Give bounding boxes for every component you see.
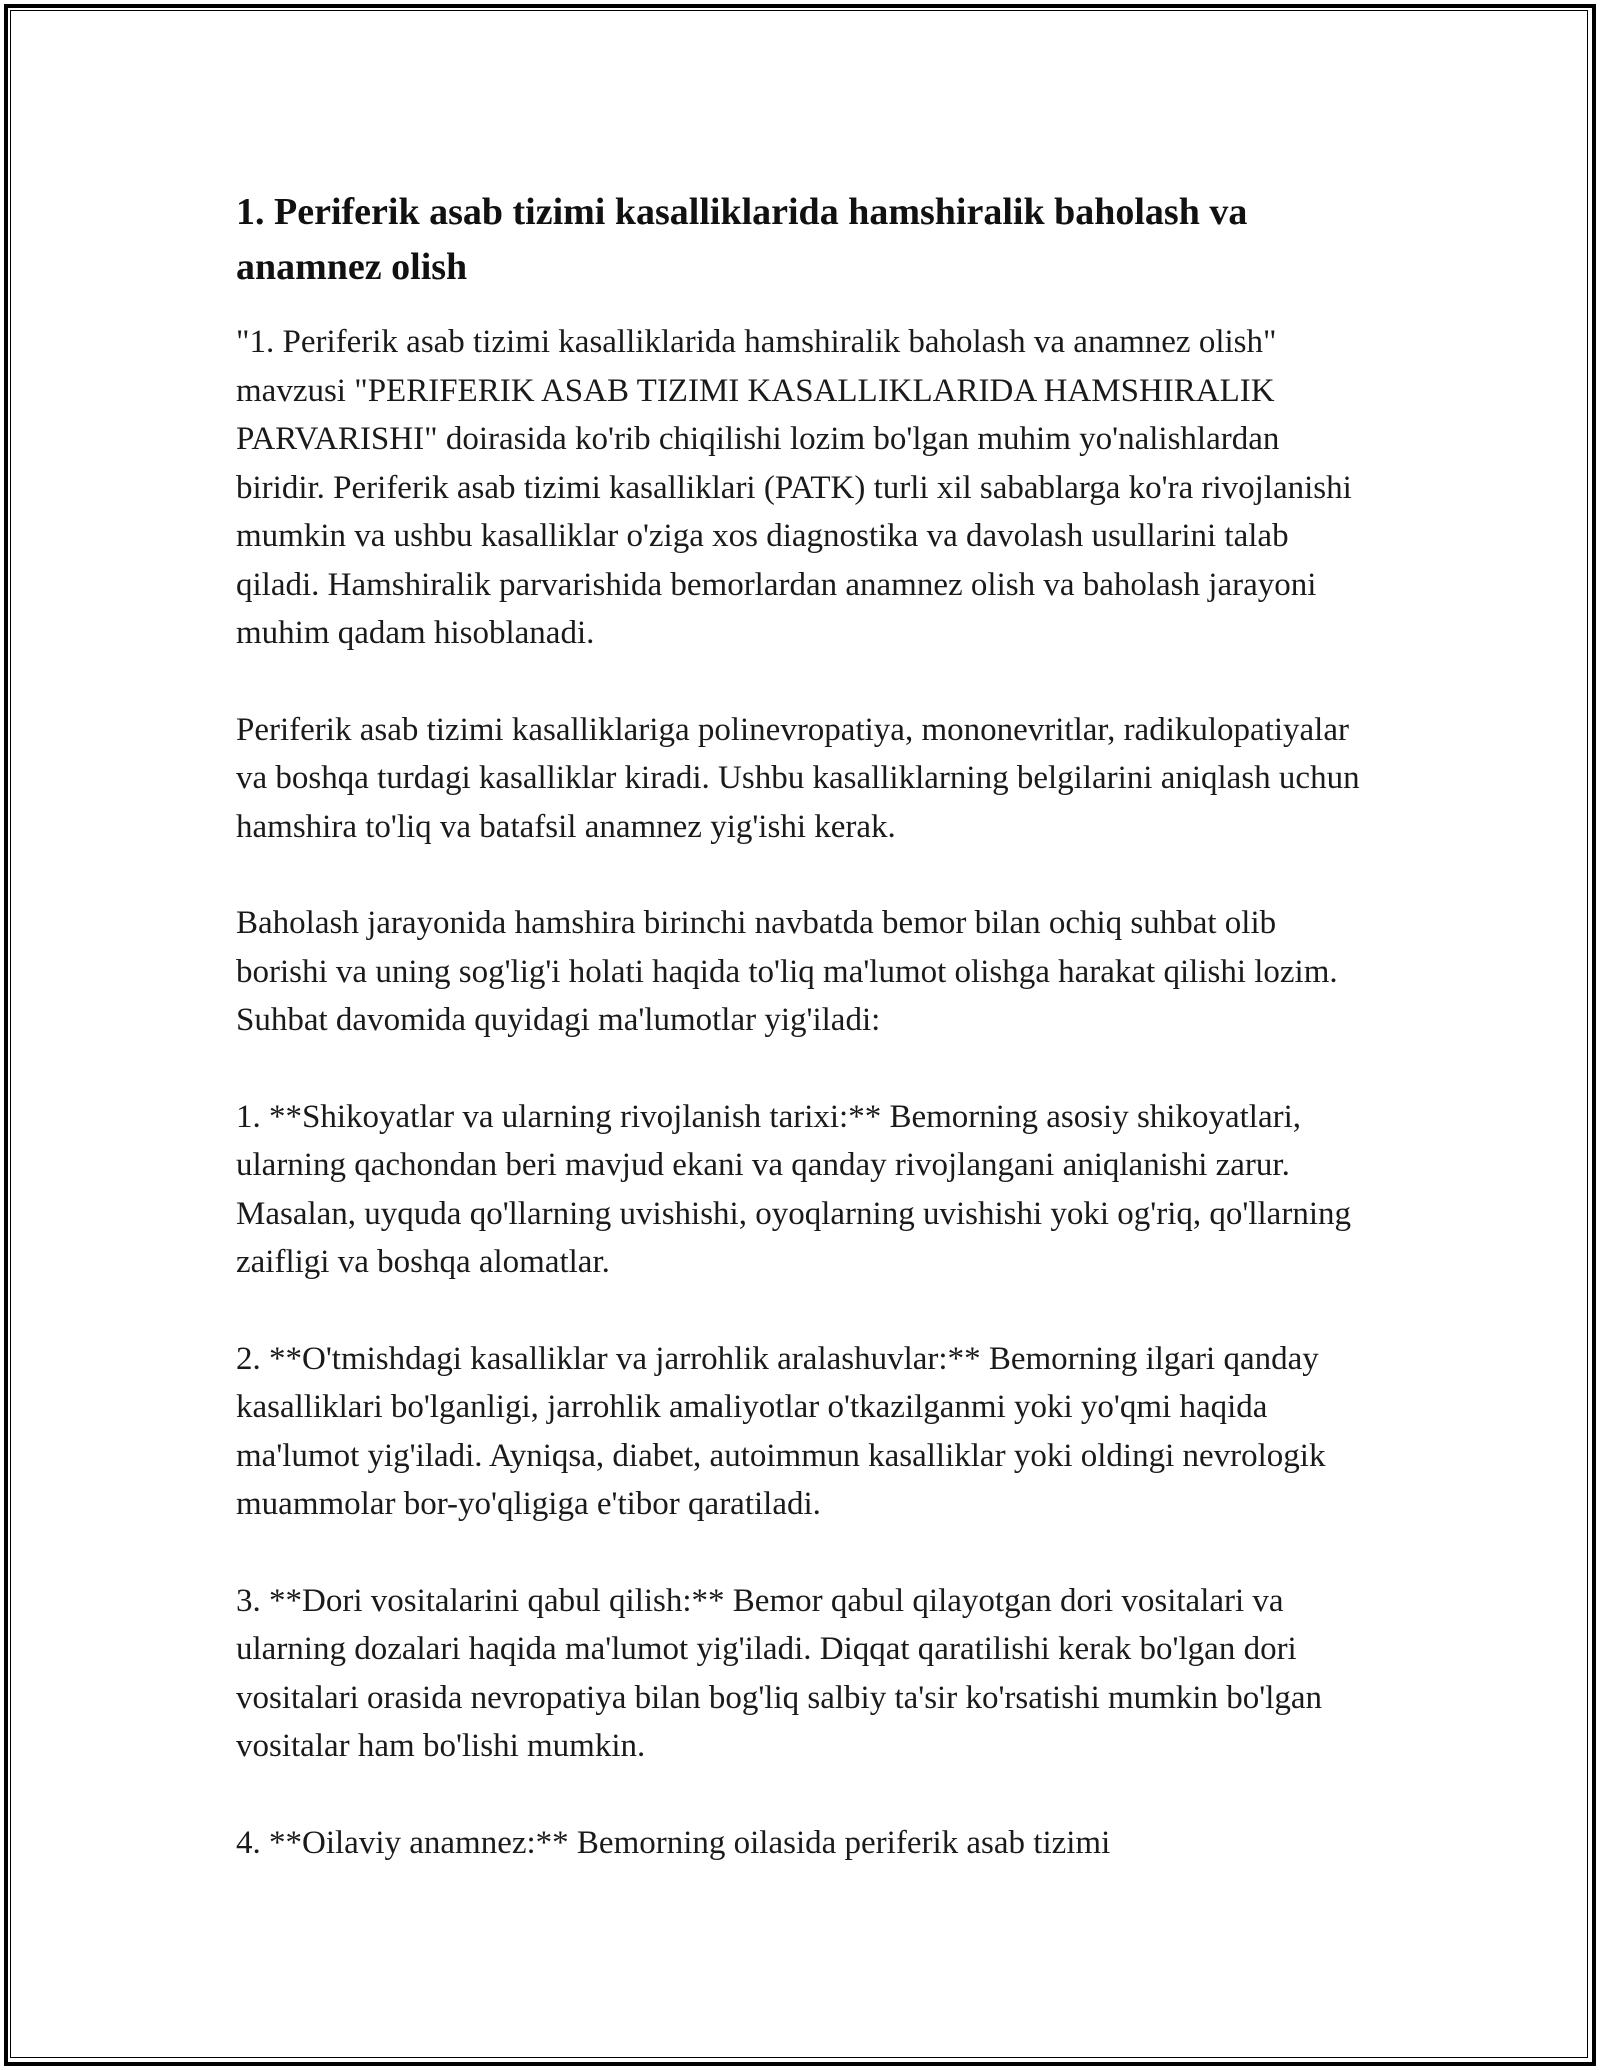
section-heading: 1. Periferik asab tizimi kasalliklarida hamshiralik baholash va anamnez olish [236,191,1248,288]
document-body [236,185,1376,1915]
paragraph-assessment: Baholash jarayonida hamshira birinchi navbatda bemor bilan ochiq suhbat olib borishi va uning sog'lig'i holati haqida to'liq ma'lumot olishga harakat qilishi lozim. Suhbat davomida quyidagi ma'lumotlar yig'iladi: [236,905,1338,1038]
list-item-medications: 3. **Dori vositalarini qabul qilish:** Bemor qabul qilayotgan dori vositalari va ularning dozalari haqida ma'lumot yig'iladi. Diqqat qaratilishi kerak bo'lgan dori vositalari orasida nevropatiya bilan bog'liq salbiy ta'sir ko'rsatishi mumkin bo'lgan vositalar ham bo'lishi mumkin. [236,1582,1323,1764]
list-item-family-history: 4. **Oilaviy anamnez:** Bemorning oilasida periferik asab tizimi [236,1824,1111,1861]
list-item-past-diseases: 2. **O'tmishdagi kasalliklar va jarrohlik aralashuvlar:** Bemorning ilgari qanday kasalliklari bo'lganligi, jarrohlik amaliyotlar o'tkazilganmi yoki yo'qmi haqida ma'lumot yig'iladi. Ayniqsa, diabet, autoimmun kasalliklar yoki oldingi nevrologik muammolar bor-yo'qligiga e'tibor qaratiladi. [236,1340,1326,1522]
paragraph-intro: "1. Periferik asab tizimi kasalliklarida hamshiralik baholash va anamnez olish" mavzusi "PERIFERIK ASAB TIZIMI KASALLIKLARIDA HAMSHIRALIK PARVARISHI" doirasida ko'rib chiqilishi lozim bo'lgan muhim yo'nalishlardan biridir. Periferik asab tizimi kasalliklari (PATK) turli xil sabablarga ko'ra rivojlanishi mumkin va ushbu kasalliklar o'ziga xos diagnostika va davolash usullarini talab qiladi. Hamshiralik parvarishida bemorlardan anamnez olish va baholash jarayoni muhim qadam hisoblanadi. [236,324,1352,651]
paragraph-disease-types: Periferik asab tizimi kasalliklariga polinevropatiya, mononevritlar, radikulopatiyalar va boshqa turdagi kasalliklar kiradi. Ushbu kasalliklarning belgilarini aniqlash uchun hamshira to'liq va batafsil anamnez yig'ishi kerak. [236,711,1360,845]
list-item-complaints: 1. **Shikoyatlar va ularning rivojlanish tarixi:** Bemorning asosiy shikoyatlari, ularning qachondan beri mavjud ekani va qanday rivojlangani aniqlanishi zarur. Masalan, uyquda qo'llarning uvishishi, oyoqlarning uvishishi yoki og'riq, qo'llarning zaifligi va boshqa alomatlar. [236,1098,1351,1280]
